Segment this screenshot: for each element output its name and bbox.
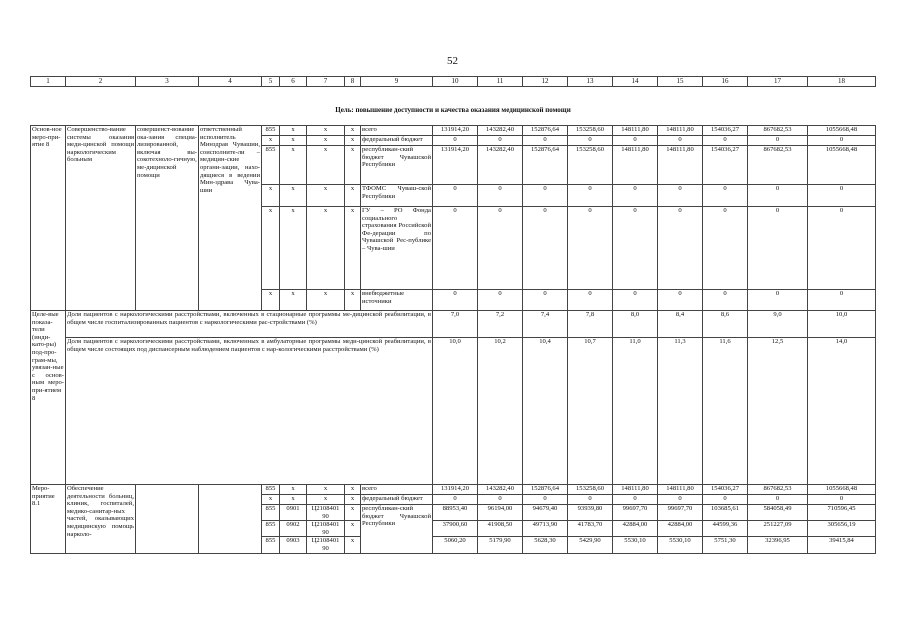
- grbs-cell: 855: [262, 146, 280, 185]
- source-cell: всего: [361, 126, 433, 136]
- value-cell: 584058,49: [748, 505, 808, 521]
- csr-cell: x: [307, 146, 345, 185]
- value-cell: 152876,64: [523, 485, 568, 495]
- header-cell: 7: [307, 77, 345, 87]
- csr-cell: x: [307, 207, 345, 290]
- header-cell: 11: [478, 77, 523, 87]
- csr-cell: x: [307, 485, 345, 495]
- indicator-text: Доля пациентов с наркологическими расстройствами, включенных в стационарные программы ме-дицинской реабилитации, в общем числе госпитализированных пациентов с наркологическими рас-стройствами (%): [66, 311, 433, 338]
- header-cell: 1: [31, 77, 66, 87]
- event-row: [31, 485, 876, 495]
- value-cell: 10,7: [568, 338, 613, 485]
- source-cell: внебюджетные источники: [361, 290, 433, 311]
- value-cell: 5628,30: [523, 537, 568, 554]
- value-cell: 7,2: [478, 311, 523, 338]
- value-cell: 154036,27: [703, 485, 748, 495]
- page-number: 52: [447, 55, 458, 67]
- value-cell: 0: [613, 495, 658, 505]
- indicators-title: Целе-вые показа-тели (инди-като-ры) под-про-грам-мы, увязан-ные с основ-ным меро-при-ятием 8: [31, 311, 66, 485]
- value-cell: 0: [658, 207, 703, 290]
- grbs-cell: 855: [262, 126, 280, 136]
- value-cell: 0: [523, 136, 568, 146]
- value-cell: 103685,61: [703, 505, 748, 521]
- value-cell: 7,4: [523, 311, 568, 338]
- grbs-cell: 855: [262, 537, 280, 554]
- value-cell: 710596,45: [808, 505, 876, 521]
- value-cell: 44599,36: [703, 521, 748, 537]
- value-cell: 131914,20: [433, 485, 478, 495]
- value-cell: 0: [478, 185, 523, 207]
- grbs-cell: x: [262, 185, 280, 207]
- value-cell: 42884,00: [658, 521, 703, 537]
- source-cell: ТФОМС Чуваш-ской Республики: [361, 185, 433, 207]
- vr-cell: x: [345, 146, 361, 185]
- value-cell: 143282,40: [478, 485, 523, 495]
- value-cell: 0: [748, 290, 808, 311]
- value-cell: 7,8: [568, 311, 613, 338]
- grbs-cell: x: [262, 136, 280, 146]
- value-cell: 148111,80: [613, 146, 658, 185]
- value-cell: 39415,84: [808, 537, 876, 554]
- value-cell: 0: [703, 185, 748, 207]
- value-cell: 0: [748, 185, 808, 207]
- grbs-cell: 855: [262, 485, 280, 495]
- value-cell: 0: [568, 136, 613, 146]
- value-cell: 5751,30: [703, 537, 748, 554]
- rz-cell: 0902: [280, 521, 307, 537]
- header-cell: 5: [262, 77, 280, 87]
- value-cell: 5060,20: [433, 537, 478, 554]
- csr-cell: x: [307, 290, 345, 311]
- budget-table: [30, 76, 876, 554]
- value-cell: 0: [703, 136, 748, 146]
- value-cell: 0: [613, 136, 658, 146]
- vr-cell: x: [345, 495, 361, 505]
- value-cell: 0: [808, 136, 876, 146]
- value-cell: 148111,80: [658, 146, 703, 185]
- value-cell: 143282,40: [478, 126, 523, 136]
- value-cell: 9,0: [748, 311, 808, 338]
- grbs-cell: x: [262, 207, 280, 290]
- value-cell: 5179,90: [478, 537, 523, 554]
- value-cell: 5530,10: [613, 537, 658, 554]
- header-cell: 10: [433, 77, 478, 87]
- csr-cell: Ц2108401 90: [307, 521, 345, 537]
- value-cell: 0: [568, 207, 613, 290]
- header-cell: 18: [808, 77, 876, 87]
- csr-cell: x: [307, 185, 345, 207]
- goal-title: Цель: повышение доступности и качества оказания медицинской помощи: [31, 87, 876, 126]
- event-title: Меро-приятие 8.1: [31, 485, 66, 554]
- rz-cell: x: [280, 207, 307, 290]
- vr-cell: x: [345, 290, 361, 311]
- value-cell: 0: [433, 290, 478, 311]
- value-cell: 0: [703, 207, 748, 290]
- rz-cell: x: [280, 290, 307, 311]
- csr-cell: x: [307, 136, 345, 146]
- value-cell: 0: [523, 185, 568, 207]
- indicator-row: [31, 311, 876, 338]
- vr-cell: x: [345, 537, 361, 554]
- csr-cell: Ц2108401 90: [307, 537, 345, 554]
- value-cell: 7,0: [433, 311, 478, 338]
- value-cell: 8,4: [658, 311, 703, 338]
- value-cell: 0: [808, 207, 876, 290]
- activity-name: Совершенство-вание системы оказания меди-цинской помощи наркологическим больным: [66, 126, 136, 311]
- value-cell: 0: [808, 185, 876, 207]
- vr-cell: x: [345, 207, 361, 290]
- header-cell: 3: [136, 77, 199, 87]
- value-cell: 10,2: [478, 338, 523, 485]
- value-cell: 41783,70: [568, 521, 613, 537]
- header-row: [31, 77, 876, 87]
- table-body: [31, 77, 876, 554]
- value-cell: 49713,90: [523, 521, 568, 537]
- value-cell: 0: [658, 495, 703, 505]
- value-cell: 1055668,48: [808, 146, 876, 185]
- value-cell: 0: [808, 290, 876, 311]
- value-cell: 0: [658, 185, 703, 207]
- rz-cell: 0903: [280, 537, 307, 554]
- header-cell: 4: [199, 77, 262, 87]
- event-executor: [199, 485, 262, 554]
- value-cell: 11,6: [703, 338, 748, 485]
- value-cell: 41908,50: [478, 521, 523, 537]
- value-cell: 0: [808, 495, 876, 505]
- value-cell: 0: [478, 495, 523, 505]
- value-cell: 867682,53: [748, 146, 808, 185]
- header-cell: 6: [280, 77, 307, 87]
- header-cell: 14: [613, 77, 658, 87]
- value-cell: 148111,80: [613, 485, 658, 495]
- value-cell: 0: [478, 290, 523, 311]
- value-cell: 5429,90: [568, 537, 613, 554]
- source-cell: федеральный бюджет: [361, 136, 433, 146]
- source-cell: всего: [361, 485, 433, 495]
- value-cell: 10,4: [523, 338, 568, 485]
- value-cell: 0: [478, 207, 523, 290]
- value-cell: 0: [523, 290, 568, 311]
- value-cell: 11,0: [613, 338, 658, 485]
- value-cell: 0: [568, 185, 613, 207]
- value-cell: 867682,53: [748, 485, 808, 495]
- header-cell: 8: [345, 77, 361, 87]
- value-cell: 0: [568, 495, 613, 505]
- value-cell: 154036,27: [703, 126, 748, 136]
- source-cell: республикан-ский бюджет Чувашской Республики: [361, 505, 433, 554]
- value-cell: 152876,64: [523, 146, 568, 185]
- value-cell: 0: [703, 290, 748, 311]
- value-cell: 153258,60: [568, 485, 613, 495]
- grbs-cell: 855: [262, 505, 280, 521]
- value-cell: 12,5: [748, 338, 808, 485]
- value-cell: 32396,95: [748, 537, 808, 554]
- indicator-text: Доля пациентов с наркологическими расстройствами, включенных в амбулаторные программы меди-цинской реабилитации, в общем числе состоящих под диспансерным наблюдением пациентов с нар-кологическими расстройствами (%): [66, 338, 433, 485]
- rz-cell: 0901: [280, 505, 307, 521]
- value-cell: 0: [613, 185, 658, 207]
- value-cell: 99697,70: [658, 505, 703, 521]
- value-cell: 154036,27: [703, 146, 748, 185]
- grbs-cell: 855: [262, 521, 280, 537]
- value-cell: 94679,40: [523, 505, 568, 521]
- value-cell: 0: [523, 495, 568, 505]
- activity-task: совершенст-вование ока-зания специа-лизированной, включая вы-сокотехноло-гичную, ме-дицинской помощи: [136, 126, 199, 311]
- activity-executor: ответственный исполнитель Минздрав Чувашии, соисполните-ли – медицин-ские органи-зации, нахо-дящиеся в ведении Мин-здрава Чува-шии: [199, 126, 262, 311]
- value-cell: 0: [433, 185, 478, 207]
- value-cell: 14,0: [808, 338, 876, 485]
- header-cell: 17: [748, 77, 808, 87]
- value-cell: 0: [748, 495, 808, 505]
- value-cell: 0: [748, 136, 808, 146]
- value-cell: 0: [433, 136, 478, 146]
- value-cell: 8,6: [703, 311, 748, 338]
- header-cell: 2: [66, 77, 136, 87]
- vr-cell: x: [345, 521, 361, 537]
- value-cell: 1055668,48: [808, 485, 876, 495]
- value-cell: 42884,00: [613, 521, 658, 537]
- value-cell: 251227,09: [748, 521, 808, 537]
- rz-cell: x: [280, 485, 307, 495]
- value-cell: 0: [613, 290, 658, 311]
- grbs-cell: x: [262, 290, 280, 311]
- value-cell: 5530,10: [658, 537, 703, 554]
- source-cell: республикан-ский бюджет Чувашской Республики: [361, 146, 433, 185]
- csr-cell: Ц2108401 90: [307, 505, 345, 521]
- value-cell: 143282,40: [478, 146, 523, 185]
- value-cell: 10,0: [433, 338, 478, 485]
- value-cell: 96194,00: [478, 505, 523, 521]
- value-cell: 99697,70: [613, 505, 658, 521]
- source-cell: ГУ – РО Фонда социального страхования Российской Фе-дерации по Чувашской Рес-публике – Чува-шии: [361, 207, 433, 290]
- value-cell: 8,0: [613, 311, 658, 338]
- rz-cell: x: [280, 126, 307, 136]
- value-cell: 0: [703, 495, 748, 505]
- activity-row: [31, 126, 876, 136]
- header-cell: 16: [703, 77, 748, 87]
- value-cell: 0: [748, 207, 808, 290]
- value-cell: 37900,60: [433, 521, 478, 537]
- value-cell: 10,0: [808, 311, 876, 338]
- value-cell: 0: [658, 290, 703, 311]
- value-cell: 0: [523, 207, 568, 290]
- header-cell: 13: [568, 77, 613, 87]
- header-cell: 9: [361, 77, 433, 87]
- grbs-cell: x: [262, 495, 280, 505]
- event-name: Обеспечение деятельности больниц, клиник, госпиталей, медико-санитар-ных частей, оказывающих медицинскую помощь нарколо-: [66, 485, 136, 554]
- value-cell: 1055668,48: [808, 126, 876, 136]
- source-cell: федеральный бюджет: [361, 495, 433, 505]
- value-cell: 867682,53: [748, 126, 808, 136]
- value-cell: 93939,80: [568, 505, 613, 521]
- rz-cell: x: [280, 185, 307, 207]
- rz-cell: x: [280, 146, 307, 185]
- value-cell: 0: [478, 136, 523, 146]
- vr-cell: x: [345, 126, 361, 136]
- value-cell: 153258,60: [568, 126, 613, 136]
- header-cell: 12: [523, 77, 568, 87]
- value-cell: 152876,64: [523, 126, 568, 136]
- csr-cell: x: [307, 495, 345, 505]
- activity-title: Основ-ное меро-при-ятие 8: [31, 126, 66, 311]
- value-cell: 305656,19: [808, 521, 876, 537]
- value-cell: 148111,80: [658, 485, 703, 495]
- goal-row: [31, 87, 876, 126]
- value-cell: 148111,80: [658, 126, 703, 136]
- vr-cell: x: [345, 485, 361, 495]
- value-cell: 0: [568, 290, 613, 311]
- indicator-row: [31, 338, 876, 485]
- value-cell: 0: [433, 207, 478, 290]
- event-task: [136, 485, 199, 554]
- value-cell: 131914,20: [433, 146, 478, 185]
- value-cell: 88953,40: [433, 505, 478, 521]
- value-cell: 0: [658, 136, 703, 146]
- vr-cell: x: [345, 185, 361, 207]
- value-cell: 11,3: [658, 338, 703, 485]
- vr-cell: x: [345, 136, 361, 146]
- vr-cell: x: [345, 505, 361, 521]
- value-cell: 131914,20: [433, 126, 478, 136]
- value-cell: 0: [433, 495, 478, 505]
- rz-cell: x: [280, 136, 307, 146]
- csr-cell: x: [307, 126, 345, 136]
- value-cell: 0: [613, 207, 658, 290]
- value-cell: 148111,80: [613, 126, 658, 136]
- header-cell: 15: [658, 77, 703, 87]
- value-cell: 153258,60: [568, 146, 613, 185]
- rz-cell: x: [280, 495, 307, 505]
